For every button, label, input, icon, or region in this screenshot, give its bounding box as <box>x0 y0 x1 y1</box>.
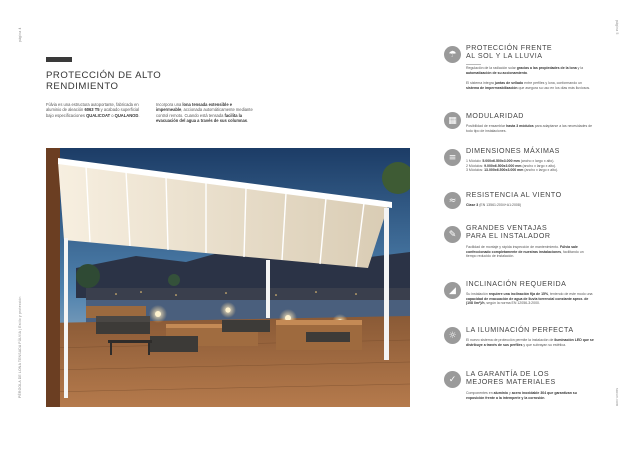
feature-text: El nuevo sistema de protección permite la instalación de iluminación LED que se distribuye a través de sus perfiles y que subrayan su estética. <box>466 338 594 347</box>
intro-column-2: Incorpora una lona tensada extensible e impermeable, accionada automáticamente mediante control remoto. Cuando está tensada facilita la evacuación del agua a través de sus columnas. <box>156 102 253 124</box>
divider <box>466 64 481 65</box>
feature-text: Clase 3 (EN 13561:2004+A1:2008) <box>466 203 521 207</box>
umbrella-icon: ☂ <box>444 46 461 63</box>
footer-right: saxun.com <box>615 388 619 407</box>
bulb-icon: ☼ <box>444 327 461 344</box>
feature-text: Facilidad de montaje y rápida inspección de mantenimiento. Fúlvia sale confeccionado completamente de nuestras instalaciones, facilitando un tiempo reducido de instalación. <box>466 245 584 259</box>
modules-icon: ▦ <box>444 112 461 129</box>
feature-title: LA ILUMINACIÓN PERFECTA <box>466 326 574 334</box>
feature-text-2: El sistema integra juntas de sellado entre perfiles y lona, conformando un sistema de impermeabilización que asegura su uso en los días más lluviosos. <box>466 81 591 90</box>
feature-title: INCLINACIÓN REQUERIDA <box>466 280 567 288</box>
intro-column-1: Fúlvia es una estructura autoportante, fabricada en aluminio de aleación 6063 T5 y acabado superficial bajo especificaciones QUALICOAT o QUALANOD. <box>46 102 140 118</box>
incline-icon: ◢ <box>444 282 461 299</box>
footer-left: PÉRGOLA DE LONA TENSADA FÚLVIA | Estilo y protección <box>18 296 22 398</box>
feature-title: RESISTENCIA AL VIENTO <box>466 191 562 199</box>
feature-title: PROTECCIÓN FRENTE AL SOL Y LA LLUVIA <box>466 44 553 61</box>
dimensions-icon: ≡ <box>444 149 461 166</box>
feature-text: Componentes en aluminio y acero inoxidable 304 que garantizan su exposición frente a la intemperie y la corrosión. <box>466 391 577 400</box>
feature-title: DIMENSIONES MÁXIMAS <box>466 147 560 155</box>
page-number-right: página 5 <box>615 20 619 35</box>
shield-icon: ✓ <box>444 371 461 388</box>
accent-bar <box>46 57 72 62</box>
feature-title: GRANDES VENTAJAS PARA EL INSTALADOR <box>466 224 551 241</box>
feature-text: 1 Módulo: 5.000x6.500x3.000 mm (ancho x largo x alto). 2 Módulos: 9.000x6.500x3.000 mm (ancho x largo x alto). 3 Módulos: 13.000x6.500x3.000 mm (ancho x largo x alto). <box>466 159 559 173</box>
page-number-left: página 4 <box>18 27 22 42</box>
page-title: PROTECCIÓN DE ALTO RENDIMIENTO <box>46 70 162 93</box>
feature-title: LA GARANTÍA DE LOS MEJORES MATERIALES <box>466 370 556 387</box>
feature-text: Su instalación requiere una inclinación fija de 15%, teniendo de este modo una capacidad de evacuación de agua de lluvia torrencial constante aprox. de (108 l/m²)/h, según la norma EN 12056-3:2000. <box>466 292 593 306</box>
pergola-terrace-photo <box>46 148 410 407</box>
feature-text: Posibilidad de ensamblar hasta 3 módulos para adaptarse a las necesidades de todo tipo de instalaciones. <box>466 124 593 133</box>
wind-icon: ≈ <box>444 192 461 209</box>
feature-text: Regulación de la radiación solar gracias a las propiedades de la lona y la automatización de su accionamiento. <box>466 66 584 75</box>
wrench-icon: ✎ <box>444 226 461 243</box>
feature-title: MODULARIDAD <box>466 112 524 120</box>
